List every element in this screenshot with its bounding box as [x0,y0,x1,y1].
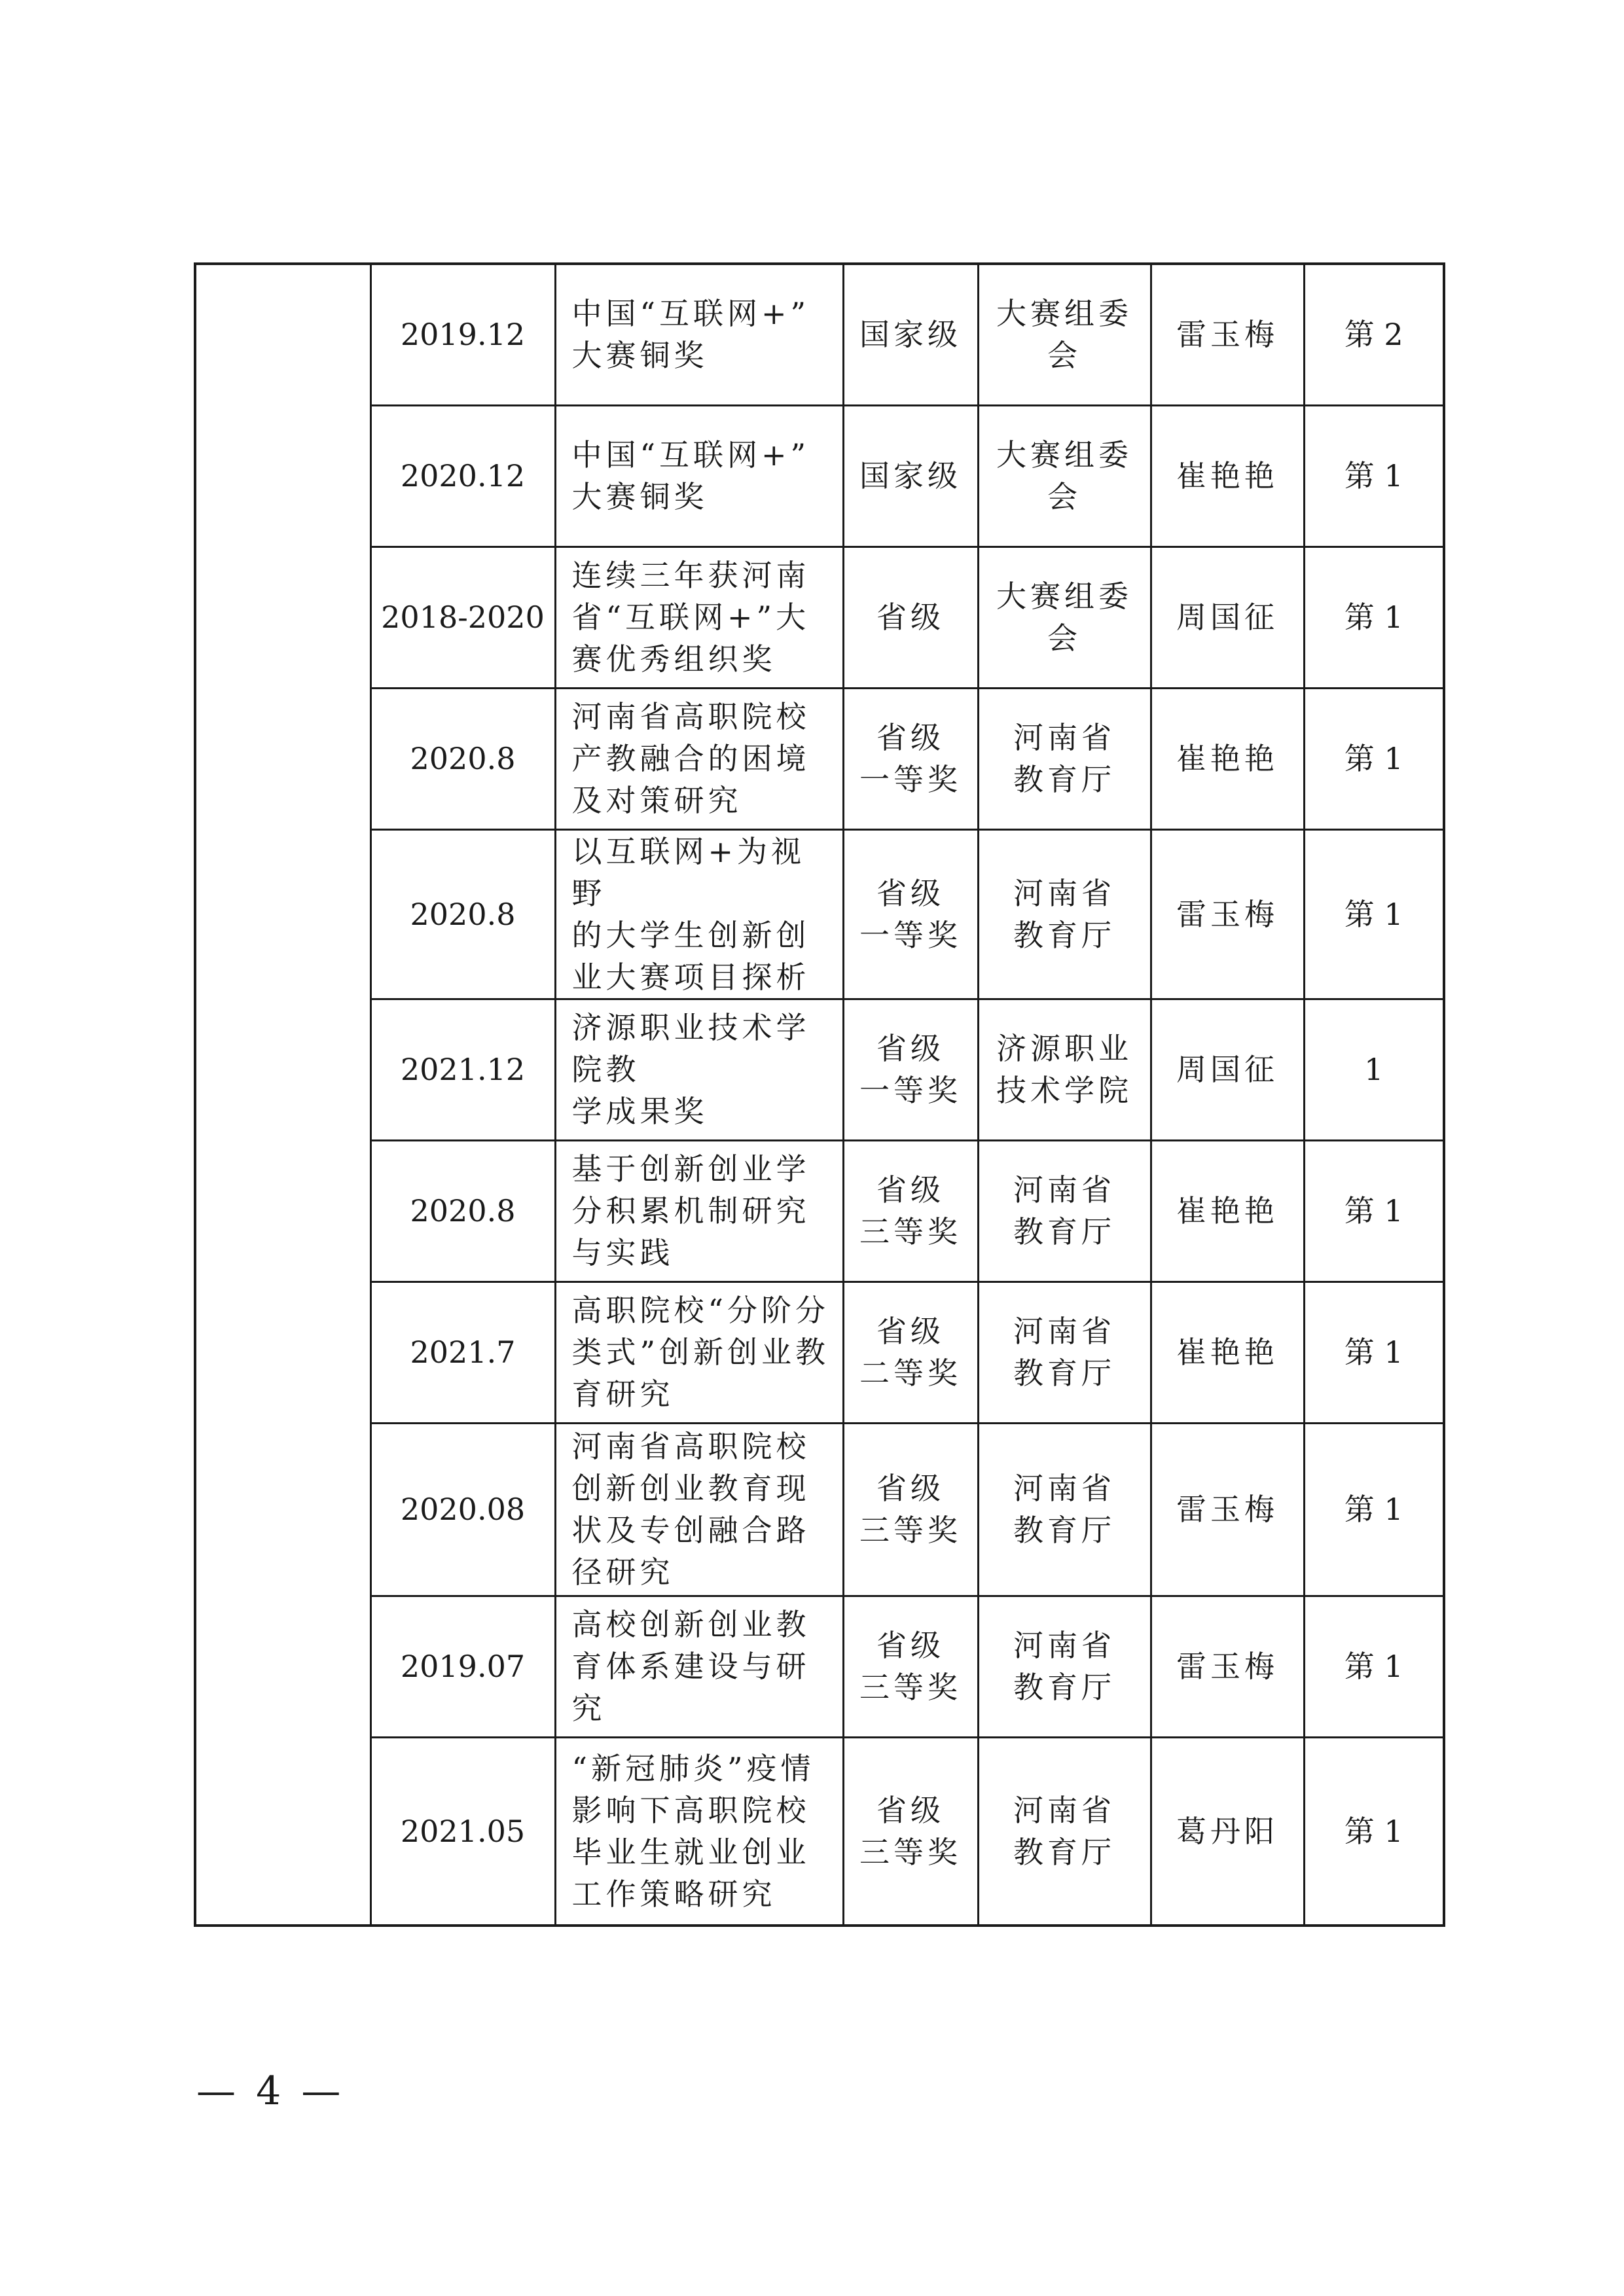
award-title-line: 业大赛项目探析 [571,959,810,995]
issuing-org-line: 河南省 [1013,720,1115,755]
table-row [195,264,1444,405]
award-level-cell [843,688,978,829]
issuing-org-line: 教育厅 [1013,917,1115,953]
rank-cell: 第 1 [1304,829,1444,999]
award-title-cell [555,1282,843,1423]
table-row [195,1423,1444,1596]
award-title-cell [555,999,843,1140]
issuing-org-cell [978,264,1151,405]
date-cell: 2021.05 [370,1737,555,1926]
award-title-line: 河南省高职院校 [571,699,810,734]
award-title-line: 类式”创新创业教 [571,1335,830,1370]
issuing-org-line: 教育厅 [1013,1513,1115,1548]
issuing-org-line: 教育厅 [1013,762,1115,797]
issuing-org-cell [978,1282,1151,1423]
issuing-org-line: 会 [1047,479,1081,514]
award-level-line: 省级 [876,1628,945,1663]
award-title-line: 高校创新创业教 [571,1607,810,1642]
person-cell: 周国征 [1151,547,1304,688]
date-cell: 2020.8 [370,1140,555,1282]
table-row [195,1596,1444,1737]
award-level-line: 三等奖 [859,1834,962,1870]
award-level-line: 省级 [876,1471,945,1506]
issuing-org-line: 大赛组委 [996,437,1132,473]
issuing-org-cell [978,1737,1151,1926]
issuing-org-line: 教育厅 [1013,1355,1115,1391]
rank-cell: 第 1 [1304,688,1444,829]
award-title-line: 毕业生就业创业 [571,1834,810,1870]
award-title-line: 以互联网+为视野 [571,833,806,911]
date-cell: 2021.7 [370,1282,555,1423]
issuing-org-line: 会 [1047,338,1081,374]
award-level-line: 一等奖 [859,917,962,953]
issuing-org-cell [978,547,1151,688]
award-level-line: 二等奖 [859,1355,962,1391]
person-cell: 周国征 [1151,999,1304,1140]
award-level-cell [843,1423,978,1596]
rank-cell: 第 2 [1304,264,1444,405]
issuing-org-line: 河南省 [1013,1172,1115,1208]
awards-table [194,262,1445,1927]
issuing-org-line: 教育厅 [1013,1834,1115,1870]
award-level-cell [843,829,978,999]
table-row [195,405,1444,547]
award-title-line: 学成果奖 [571,1094,708,1129]
award-level-line: 省级 [876,875,945,911]
issuing-org-cell [978,829,1151,999]
award-level-line: 一等奖 [859,762,962,797]
award-title-line: 及对策研究 [571,783,742,818]
issuing-org-cell [978,1140,1151,1282]
award-title-line: 分积累机制研究 [571,1193,810,1229]
date-cell: 2020.08 [370,1423,555,1596]
issuing-org-cell [978,405,1151,547]
award-title-line: 中国“互联网+” [571,296,810,332]
award-level-cell [843,1140,978,1282]
award-title-line: 大赛铜奖 [571,338,708,374]
award-level-cell [843,1282,978,1423]
date-cell: 2018-2020 [370,547,555,688]
issuing-org-line: 河南省 [1013,875,1115,911]
award-title-cell [555,1737,843,1926]
award-title-line: “新冠肺炎”疫情 [571,1750,815,1786]
award-title-line: 产教融合的困境 [571,741,810,776]
date-cell: 2019.07 [370,1596,555,1737]
issuing-org-line: 河南省 [1013,1792,1115,1828]
award-title-cell [555,547,843,688]
person-cell: 雷玉梅 [1151,829,1304,999]
person-cell: 崔艳艳 [1151,1282,1304,1423]
table-row [195,829,1444,999]
person-cell: 崔艳艳 [1151,688,1304,829]
award-title-line: 连续三年获河南 [571,558,810,593]
award-level-line: 省级 [876,1172,945,1208]
issuing-org-cell [978,1423,1151,1596]
award-title-line: 大赛铜奖 [571,479,708,514]
person-cell: 葛丹阳 [1151,1737,1304,1926]
issuing-org-cell [978,1596,1151,1737]
rank-cell: 第 1 [1304,1282,1444,1423]
award-title-line: 工作策略研究 [571,1876,776,1912]
award-level-cell [843,264,978,405]
issuing-org-line: 济源职业 [996,1031,1132,1066]
award-level-line: 省级 [876,1792,945,1828]
issuing-org-line: 河南省 [1013,1471,1115,1506]
table-row [195,1737,1444,1926]
issuing-org-line: 河南省 [1013,1628,1115,1663]
issuing-org-line: 会 [1047,620,1081,656]
issuing-org-line: 河南省 [1013,1314,1115,1349]
person-cell: 雷玉梅 [1151,264,1304,405]
award-title-line: 创新创业教育现 [571,1471,810,1506]
award-level-cell [843,1737,978,1926]
award-level-line: 三等奖 [859,1670,962,1705]
category-cell [195,264,370,1926]
person-cell: 崔艳艳 [1151,1140,1304,1282]
award-title-cell [555,688,843,829]
award-title-line: 径研究 [571,1554,674,1590]
date-cell: 2021.12 [370,999,555,1140]
person-cell: 雷玉梅 [1151,1596,1304,1737]
award-level-line: 国家级 [859,458,962,493]
rank-cell: 第 1 [1304,1737,1444,1926]
rank-cell: 第 1 [1304,1140,1444,1282]
award-level-cell [843,999,978,1140]
award-title-cell [555,1140,843,1282]
award-level-cell [843,405,978,547]
issuing-org-line: 教育厅 [1013,1670,1115,1705]
award-level-line: 三等奖 [859,1513,962,1548]
award-title-cell [555,405,843,547]
award-title-line: 育研究 [571,1376,674,1412]
page-number: — 4 — [196,2068,345,2114]
award-level-line: 省级 [876,1031,945,1066]
rank-cell: 第 1 [1304,1423,1444,1596]
issuing-org-cell [978,688,1151,829]
rank-cell: 第 1 [1304,405,1444,547]
issuing-org-line: 技术学院 [996,1073,1132,1108]
award-title-cell [555,1596,843,1737]
award-level-line: 国家级 [859,317,962,353]
rank-cell: 1 [1304,999,1444,1140]
award-title-line: 与实践 [571,1235,674,1270]
award-level-line: 三等奖 [859,1214,962,1249]
award-title-line: 的大学生创新创 [571,917,810,953]
award-title-line: 河南省高职院校 [571,1429,810,1464]
table-row [195,1282,1444,1423]
table-row [195,999,1444,1140]
award-title-cell [555,264,843,405]
person-cell: 崔艳艳 [1151,405,1304,547]
date-cell: 2020.8 [370,688,555,829]
award-level-line: 省级 [876,600,945,635]
table-row [195,688,1444,829]
award-level-line: 省级 [876,720,945,755]
person-cell: 雷玉梅 [1151,1423,1304,1596]
table-row [195,547,1444,688]
issuing-org-line: 大赛组委 [996,579,1132,614]
award-title-line: 省“互联网+”大 [571,600,810,635]
award-title-line: 育体系建设与研 [571,1649,810,1684]
award-title-line: 赛优秀组织奖 [571,641,776,677]
award-title-cell [555,1423,843,1596]
date-cell: 2019.12 [370,264,555,405]
award-title-line: 究 [571,1691,606,1726]
award-title-line: 影响下高职院校 [571,1792,810,1828]
award-level-line: 省级 [876,1314,945,1349]
award-title-line: 济源职业技术学院教 [571,1010,810,1087]
award-level-line: 一等奖 [859,1073,962,1108]
award-title-line: 高职院校“分阶分 [571,1293,830,1328]
award-title-cell [555,829,843,999]
award-level-cell [843,1596,978,1737]
rank-cell: 第 1 [1304,1596,1444,1737]
table-row [195,1140,1444,1282]
table-body [195,264,1444,1926]
award-title-line: 基于创新创业学 [571,1151,810,1187]
issuing-org-line: 教育厅 [1013,1214,1115,1249]
issuing-org-cell [978,999,1151,1140]
award-title-line: 中国“互联网+” [571,437,810,473]
award-level-cell [843,547,978,688]
issuing-org-line: 大赛组委 [996,296,1132,332]
rank-cell: 第 1 [1304,547,1444,688]
date-cell: 2020.12 [370,405,555,547]
award-title-line: 状及专创融合路 [571,1513,810,1548]
date-cell: 2020.8 [370,829,555,999]
